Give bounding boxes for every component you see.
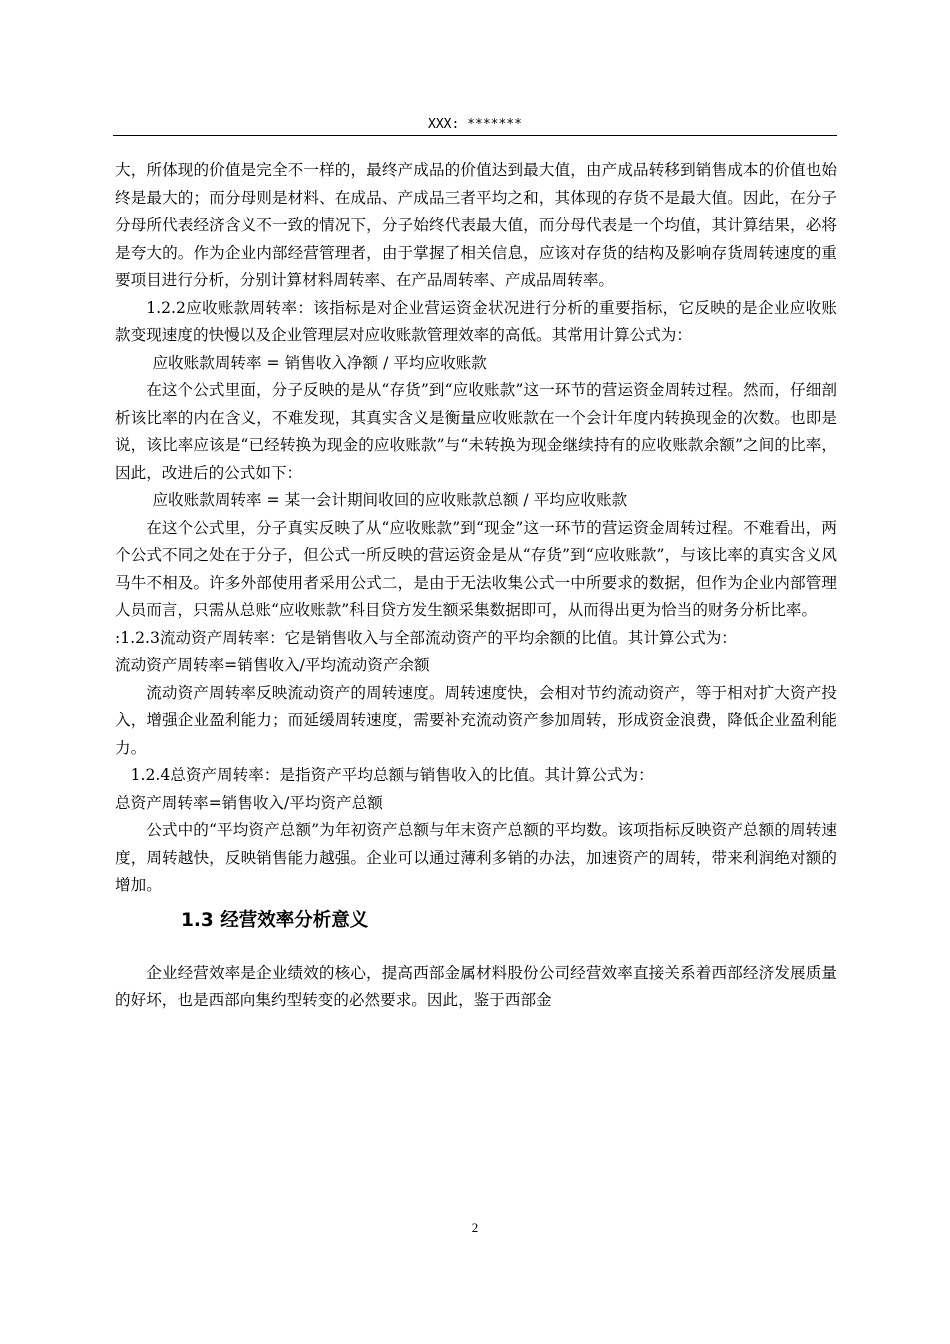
paragraph-continuation: 大，所体现的价值是完全不一样的，最终产成品的价值达到最大值，由产成品转移到销售成本的价值也始终是最大的；而分母则是材料、在成品、产成品三者平均之和，其体现的存货不是最大值。因此，在分子分母所代表经济含义不一致的情况下，分子始终代表最大值，而分母代表是一个均值，其计算结果，必将是夸大的。作为企业内部经营管理者，由于掌握了相关信息，应该对存货的结构及影响存货周转速度的重要项目进行分析，分别计算材料周转率、在产品周转率、产成品周转率。 xyxy=(115,161,837,289)
header-rule xyxy=(113,135,837,136)
formula-total-asset: 总资产周转率=销售收入/平均资产总额 xyxy=(115,793,383,812)
formula-receivable-2: 应收账款周转率 = 某一会计期间收回的应收账款总额 / 平均应收账款 xyxy=(152,491,628,509)
paragraph-total-asset-explain: 公式中的“平均资产总额”为年初资产总额与年末资产总额的平均数。该项指标反映资产总额的周转速度，周转越快，反映销售能力越强。企业可以通过薄利多销的办法，加速资产的周转，带来利润绝对额的增加。 xyxy=(115,821,837,894)
paragraph-current-asset-turnover: :1.2.3流动资产周转率：它是销售收入与全部流动资产的平均余额的比值。其计算公式为： xyxy=(115,628,737,647)
paragraph-current-asset-explain: 流动资产周转率反映流动资产的周转速度。周转速度快，会相对节约流动资产，等于相对扩大资产投入，增强企业盈利能力；而延缓周转速度，需要补充流动资产参加周转，形成资金浪费，降低企业盈利能力。 xyxy=(115,683,837,757)
section-heading: 1.3 经营效率分析意义 xyxy=(181,909,369,931)
running-header: XXX: ******* xyxy=(428,117,522,132)
formula-current-asset: 流动资产周转率=销售收入/平均流动资产余额 xyxy=(115,656,430,674)
paragraph-total-asset-turnover: 1.2.4总资产周转率：是指资产平均总额与销售收入的比值。其计算公式为： xyxy=(130,766,654,784)
page-number: 2 xyxy=(471,1220,479,1235)
paragraph-formula-analysis: 在这个公式里面，分子反映的是从“存货”到“应收账款”这一环节的营运资金周转过程。然而，仔细剖析该比率的内在含义，不难发现，其真实含义是衡量应收账款在一个会计年度内转换现金的次数。也即是说，该比率应该是“已经转换为现金的应收账款”与“未转换为现金继续持有的应收账款余额”之间的比率，因此，改进后的公式如下： xyxy=(115,381,837,482)
paragraph-efficiency-significance: 企业经营效率是企业绩效的核心，提高西部金属材料股份公司经营效率直接关系着西部经济发展质量的好坏，也是西部向集约型转变的必然要求。因此，鉴于西部金 xyxy=(115,963,837,1009)
body-text xyxy=(115,157,837,1015)
paragraph-receivable-turnover: 1.2.2应收账款周转率：该指标是对企业营运资金状况进行分析的重要指标，它反映的是企业应收账款变现速度的快慢以及企业管理层对应收账款管理效率的高低。其常用计算公式为： xyxy=(115,298,837,344)
paragraph-formula-comparison: 在这个公式里，分子真实反映了从“应收账款”到“现金”这一环节的营运资金周转过程。不难看出，两个公式不同之处在于分子，但公式一所反映的营运资金是从“存货”到“应收账款”，与该比率的真实含义风马牛不相及。许多外部使用者采用公式二，是由于无法收集公式一中所要求的数据，但作为企业内部管理人员而言，只需从总账“应收账款”科目贷方发生额采集数据即可，从而得出更为恰当的财务分析比率。 xyxy=(115,518,837,619)
formula-receivable-1: 应收账款周转率 = 销售收入净额 / 平均应收账款 xyxy=(152,353,487,372)
